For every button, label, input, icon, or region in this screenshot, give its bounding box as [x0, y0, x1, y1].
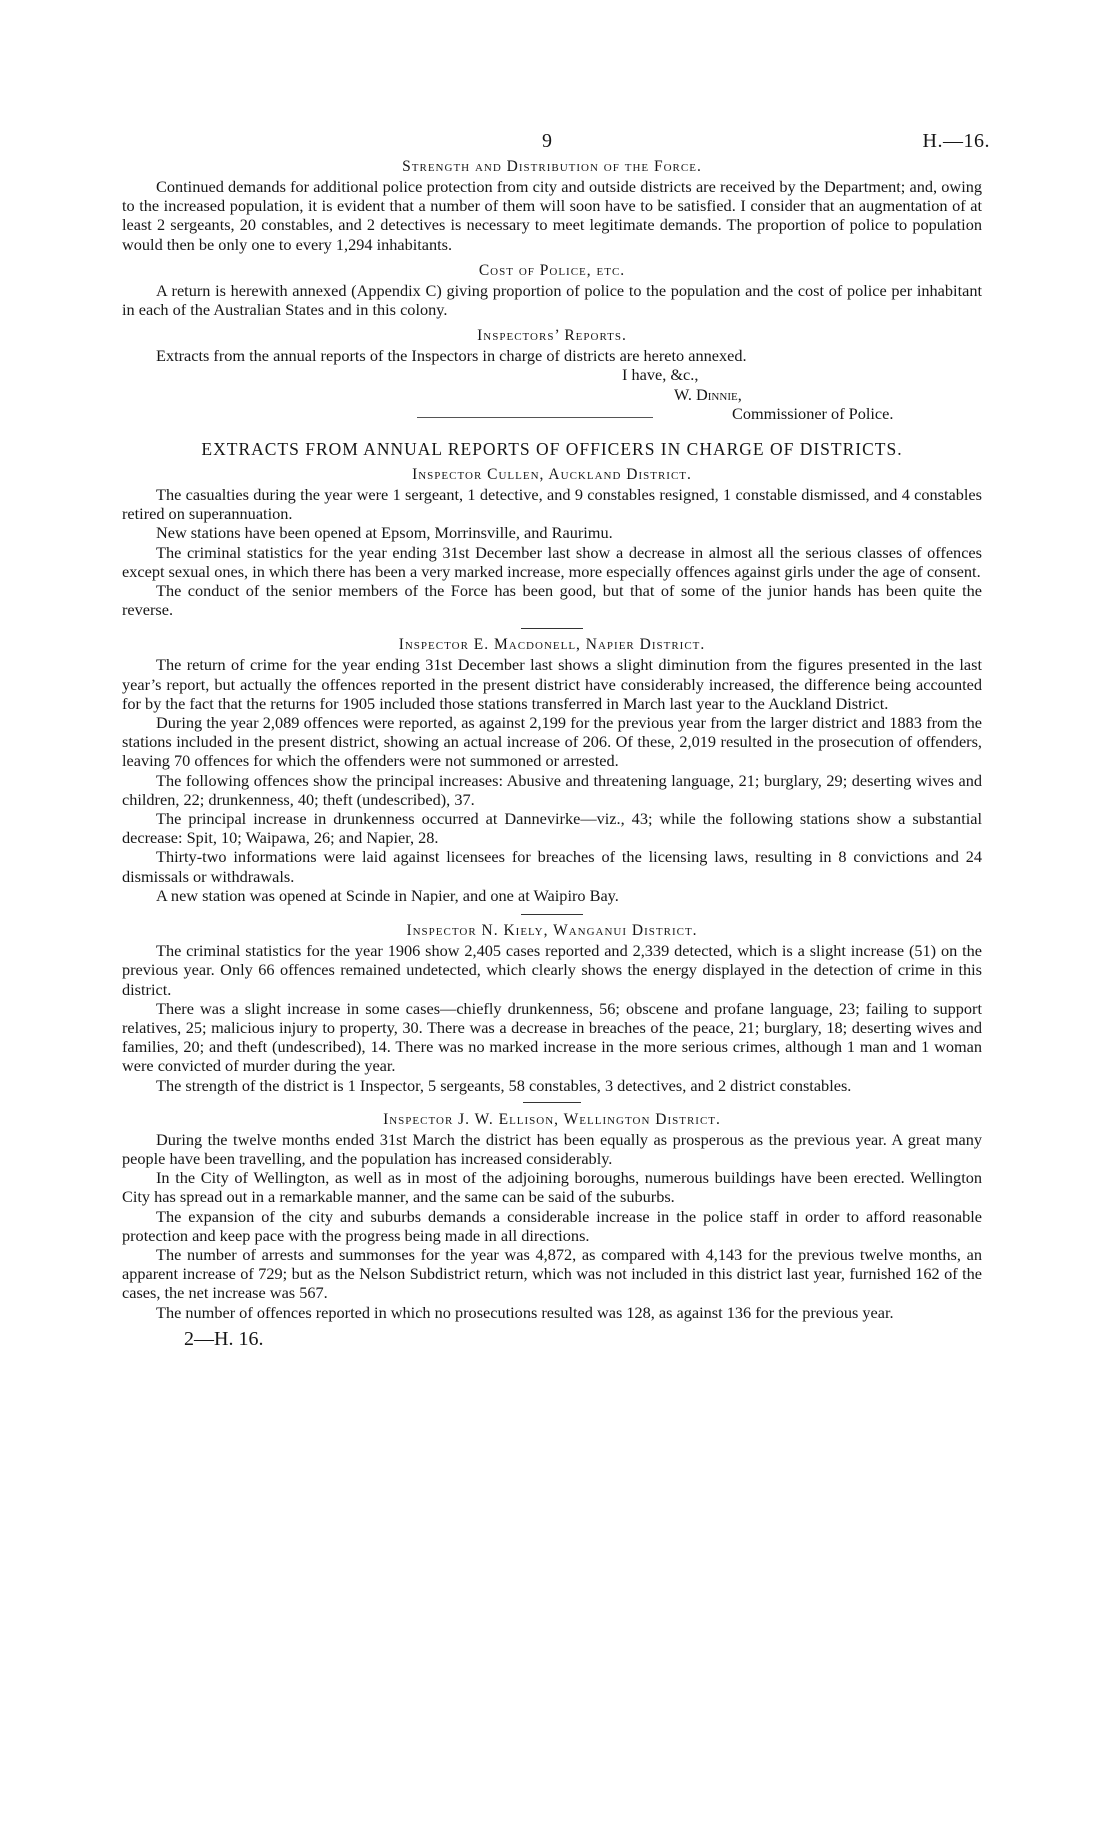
paragraph: Continued demands for additional police protection from city and outside districts are received by the Department; and, owing to the increased population, it is evident that a number of them will soon have to be satisfied. I consider that an augmentation of at least 2 sergeants, 20 constables, and 2 detectives is necessary to meet legitimate demands. The proportion of police to population would then be only one to every 1,294 inhabitants. — [122, 177, 982, 254]
paragraph: The number of arrests and summonses for the year was 4,872, as compared with 4,143 for the previous twelve months, an apparent increase of 729; but as the Nelson Subdistrict return, which was not included in this district last year, furnished 162 of the cases, the net increase was 567. — [122, 1244, 982, 1303]
document-reference: H.—16. — [922, 130, 990, 152]
paragraph: The number of offences reported in which no prosecutions resulted was 128, as against 136 for the previous year. — [156, 1302, 894, 1322]
signature-name — [122, 385, 982, 404]
paragraph: Thirty-two informations were laid against licensees for breaches of the licensing laws, resulting in 8 convictions and 24 dismissals or withdrawals. — [122, 847, 982, 886]
signature-reference: 2—H. 16. — [184, 1327, 264, 1350]
page-number: 9 — [542, 130, 552, 152]
section-heading-auckland: Inspector Cullen, Auckland District. — [412, 466, 692, 484]
paragraph: The conduct of the senior members of the Force has been good, but that of some of the junior hands has been quite the reverse. — [122, 581, 982, 620]
paragraph: During the year 2,089 offences were reported, as against 2,199 for the previous year from the larger district and 1883 from the stations included in the present district, showing an actual increase of 206. Of these, 2,019 resulted in the prosecution of offenders, leaving 70 offences for which the offenders were not summoned or arrested. — [122, 713, 982, 771]
paragraph: The expansion of the city and suburbs demands a considerable increase in the police staff in order to afford reasonable protection and keep pace with the progress being made in all directions. — [122, 1206, 982, 1245]
paragraph: A new station was opened at Scinde in Napier, and one at Waipiro Bay. — [156, 885, 619, 905]
paragraph: The criminal statistics for the year ending 31st December last show a decrease in almost all the serious classes of offences except sexual ones, in which there has been a very marked increase, more especially offences against girls under the age of consent. — [122, 542, 982, 581]
paragraph: New stations have been opened at Epsom, Morrinsville, and Raurimu. — [156, 523, 613, 543]
section-heading-inspectors-reports: Inspectors’ Reports. — [477, 327, 627, 345]
divider-rule — [521, 914, 583, 915]
document-page — [122, 130, 990, 1351]
signature-closing: I have, &c., — [622, 365, 699, 385]
divider-rule — [523, 1102, 581, 1103]
divider-rule — [521, 628, 583, 629]
section-heading-cost: Cost of Police, etc. — [478, 261, 626, 279]
signature-name-text: W. Dinnie, — [674, 384, 742, 404]
paragraph: The following offences show the principal increases: Abusive and threatening language, 21; burglary, 29; deserting wives and children, 22; drunkenness, 40; theft (undescribed), 37. — [122, 770, 982, 809]
paragraph: There was a slight increase in some cases—chiefly drunkenness, 56; obscene and profane language, 23; failing to support relatives, 25; malicious injury to property, 30. There was a decrease in breaches of the peace, 21; burglary, 18; deserting wives and families, 20; and theft (undescribed), 14. There was no marked increase in the more serious crimes, although 1 man and 1 woman were convicted of murder during the year. — [122, 998, 982, 1076]
section-heading-napier: Inspector E. Macdonell, Napier District. — [398, 636, 706, 654]
paragraph: The return of crime for the year ending 31st December last shows a slight diminution from the figures presented in the last year’s report, but actually the offences reported in the present district have considerably increased, the difference being accounted for by the fact that the returns for 1905 included those stations transferred in March last year to the Auckland District. — [122, 655, 982, 713]
paragraph: A return is herewith annexed (Appendix C) giving proportion of police to the population and the cost of police per inhabitant in each of the Australian States and in this colony. — [122, 280, 982, 320]
signature-title: Commissioner of Police. — [732, 403, 894, 423]
divider-rule — [417, 417, 653, 418]
paragraph: The principal increase in drunkenness occurred at Dannevirke—viz., 43; while the following stations show a substantial decrease: Spit, 10; Waipawa, 26; and Napier, 28. — [122, 809, 982, 848]
page-header — [122, 130, 990, 156]
section-heading-wanganui: Inspector N. Kiely, Wanganui District. — [406, 922, 698, 940]
paragraph: The casualties during the year were 1 sergeant, 1 detective, and 9 constables resigned, 1 constable dismissed, and 4 constables retired on superannuation. — [122, 485, 982, 524]
paragraph: The criminal statistics for the year 1906 show 2,405 cases reported and 2,339 detected, which is a slight increase (51) on the previous year. Only 66 offences remained undetected, which clearly shows the energy displayed in the detection of crime in this district. — [122, 941, 982, 999]
paragraph: During the twelve months ended 31st March the district has been equally as prosperous as the previous year. A great many people have been travelling, and the population has increased considerably. — [122, 1129, 982, 1168]
extracts-title: EXTRACTS FROM ANNUAL REPORTS OF OFFICERS IN CHARGE OF DISTRICTS. — [201, 439, 903, 460]
paragraph: The strength of the district is 1 Inspector, 5 sergeants, 58 constables, 3 detectives, and 2 district constables. — [156, 1075, 852, 1095]
paragraph: Extracts from the annual reports of the Inspectors in charge of districts are hereto annexed. — [156, 346, 747, 366]
section-heading-wellington: Inspector J. W. Ellison, Wellington District. — [383, 1110, 721, 1128]
signature-block — [122, 365, 982, 423]
section-heading-strength: Strength and Distribution of the Force. — [402, 158, 702, 175]
paragraph: In the City of Wellington, as well as in most of the adjoining boroughs, numerous buildings have been erected. Wellington City has spread out in a remarkable manner, and the same can be said of the suburbs. — [122, 1168, 982, 1207]
